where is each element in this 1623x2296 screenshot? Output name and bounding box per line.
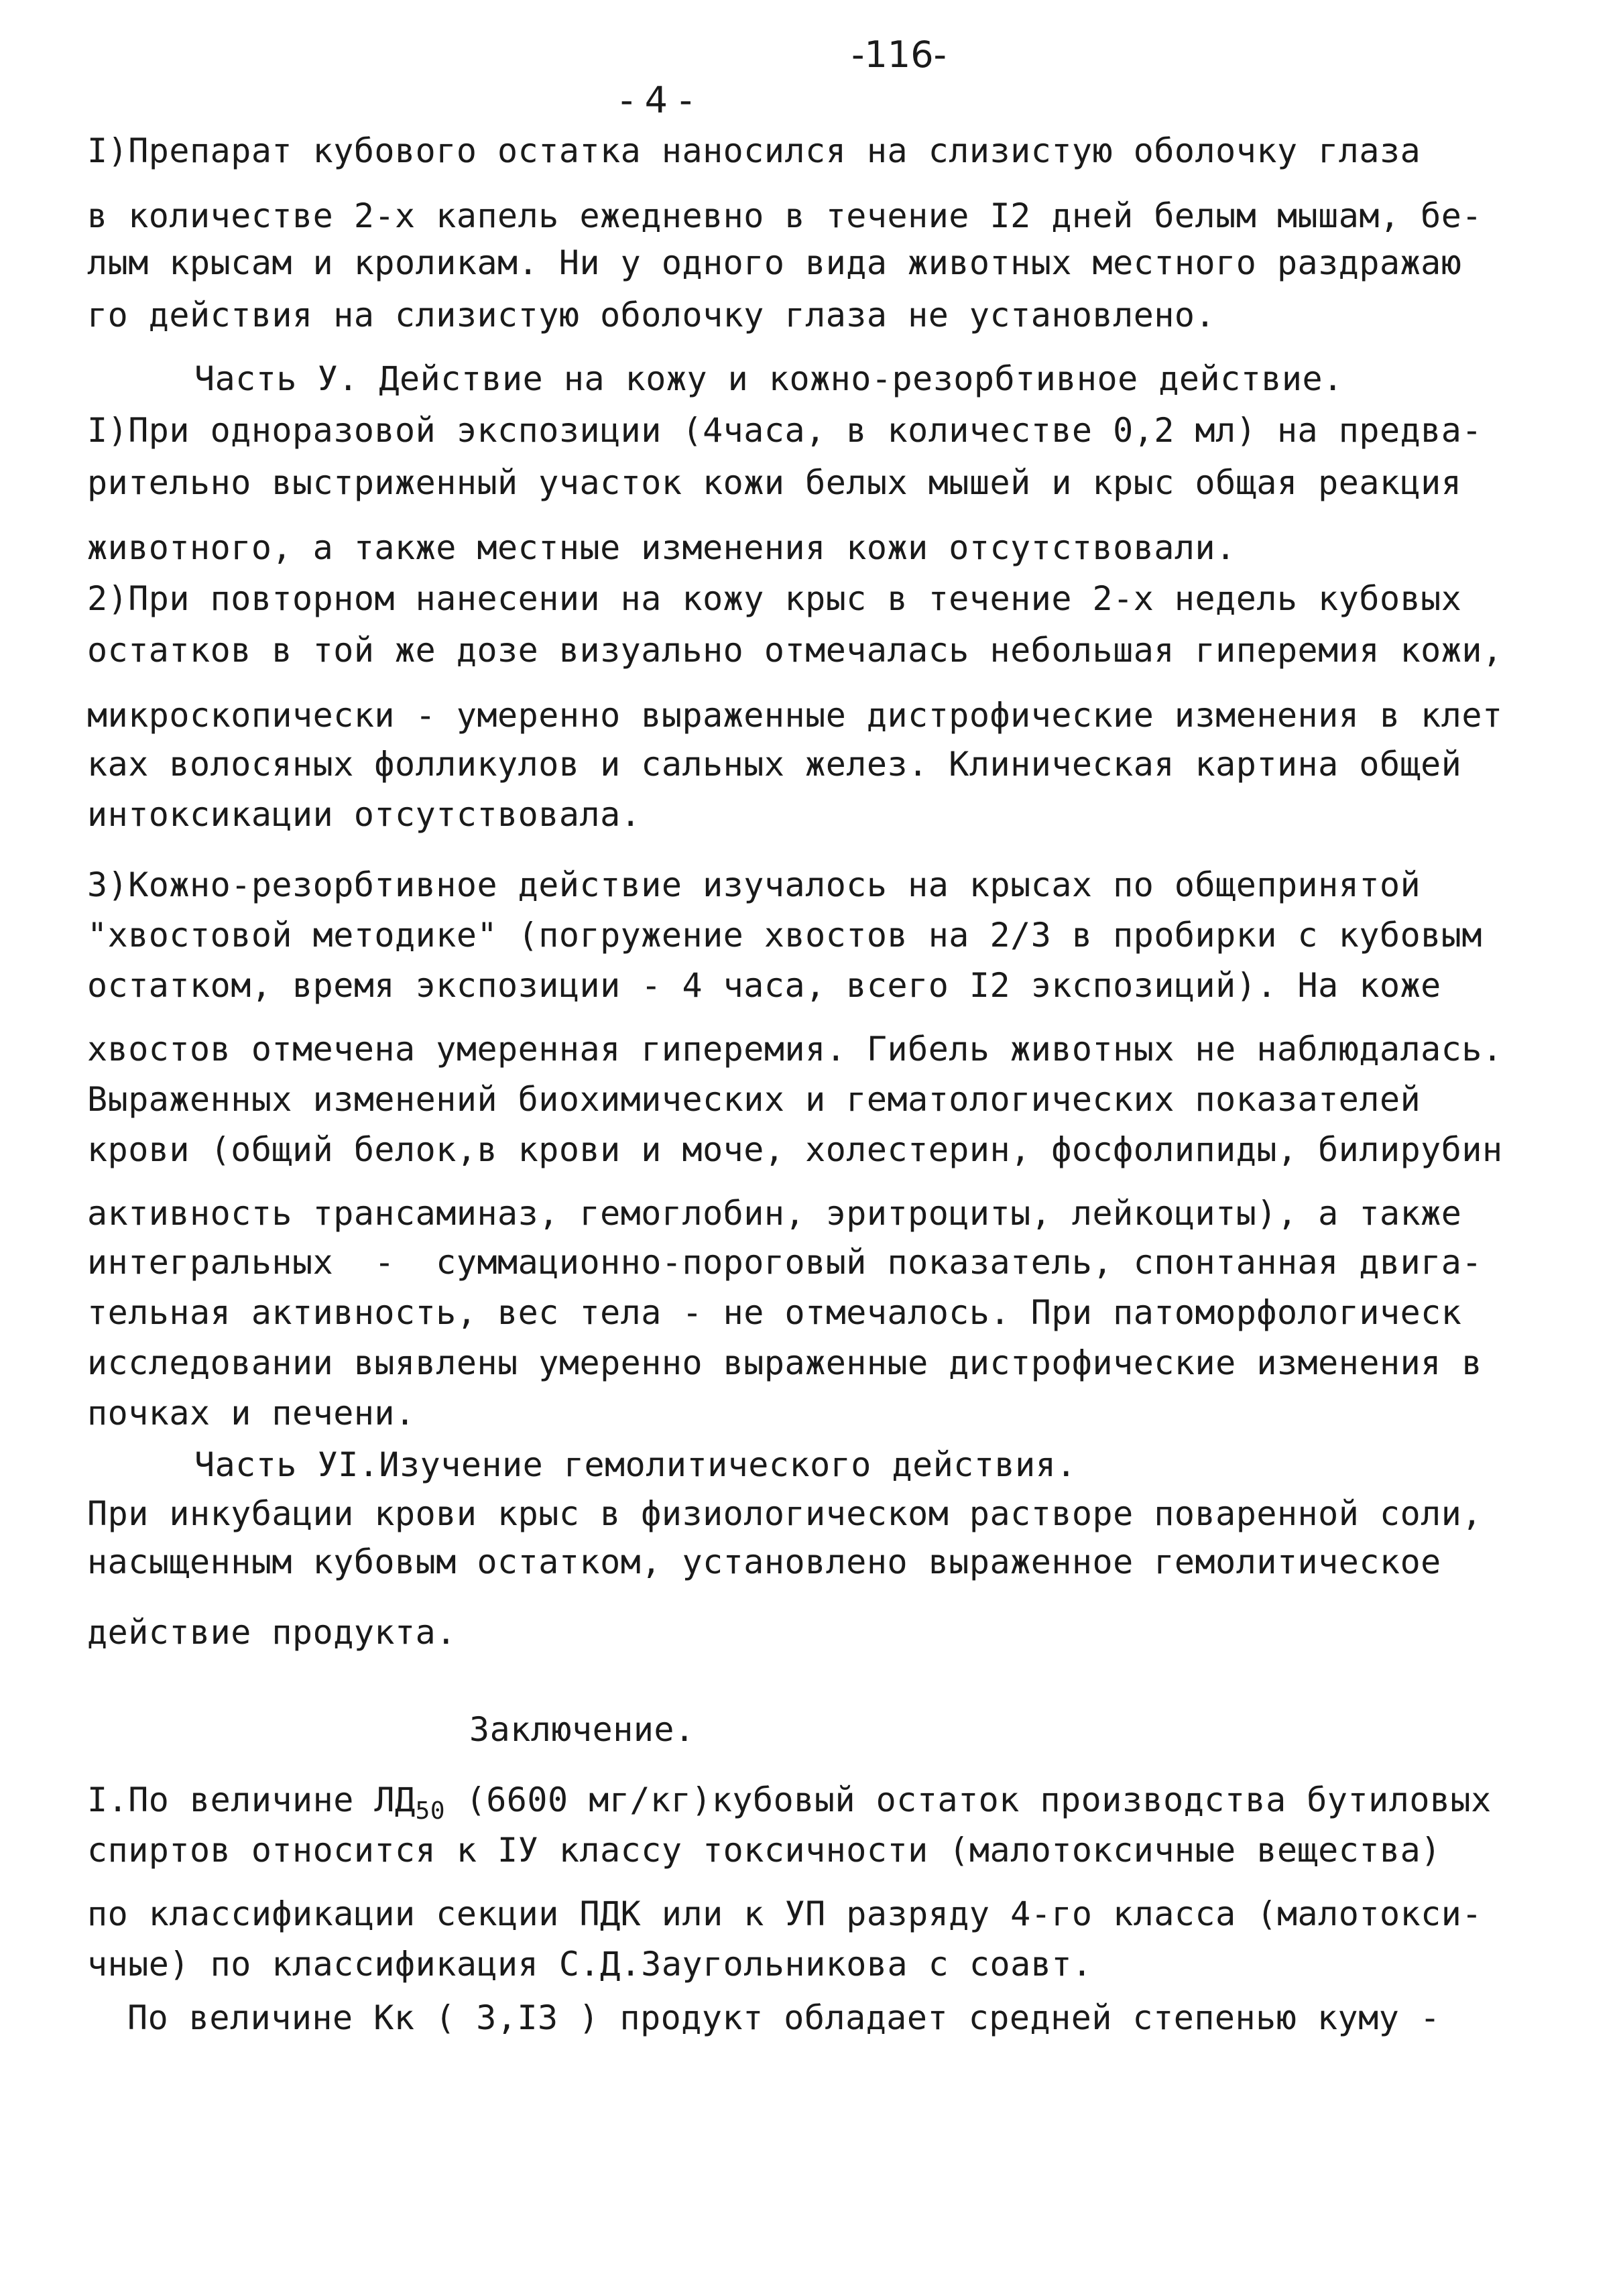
text-line: "хвостовой методике" (погружение хвостов на 2/3 в пробирки с кубовым xyxy=(87,916,1482,955)
text-line: тельная активность, вес тела - не отмечалось. При патоморфологическ xyxy=(87,1293,1462,1332)
page-number: - 4 - xyxy=(620,79,693,121)
conclusion-heading: Заключение. xyxy=(469,1710,695,1749)
text-line: в количестве 2-х капель ежедневно в течение I2 дней белым мышам, бе- xyxy=(87,196,1482,235)
text-line: По величине Кк ( 3,I3 ) продукт обладает средней степенью куму - xyxy=(127,1998,1441,2037)
text-line: го действия на слизистую оболочку глаза не установлено. xyxy=(87,296,1216,335)
text-line: 2)При повторном нанесении на кожу крыс в течение 2-х недель кубовых xyxy=(87,579,1462,618)
text-line: 3)Кожно-резорбтивное действие изучалось на крысах по общепринятой xyxy=(87,865,1421,904)
text-line: лым крысам и кроликам. Ни у одного вида животных местного раздражаю xyxy=(87,243,1462,282)
text-line: интегральных - суммационно-пороговый показатель, спонтанная двига- xyxy=(87,1243,1482,1282)
text-line: При инкубации крови крыс в физиологическом растворе поваренной соли, xyxy=(87,1494,1482,1533)
text-line: I)При одноразовой экспозиции (4часа, в количестве 0,2 мл) на предва- xyxy=(87,411,1482,450)
text-line: активность трансаминаз, гемоглобин, эритроциты, лейкоциты), а также xyxy=(87,1194,1462,1233)
text-line: крови (общий белок,в крови и моче, холестерин, фосфолипиды, билирубин xyxy=(87,1130,1503,1169)
ld50-prefix: I.По величине ЛД xyxy=(87,1780,416,1819)
ld50-subscript: 50 xyxy=(415,1797,445,1825)
text-line: хвостов отмечена умеренная гиперемия. Гибель животных не наблюдалась. xyxy=(87,1030,1503,1069)
text-line: Выраженных изменений биохимических и гематологических показателей xyxy=(87,1080,1421,1119)
text-line: I)Препарат кубового остатка наносился на слизистую оболочку глаза xyxy=(87,131,1421,170)
text-line: животного, а также местные изменения кожи отсутствовали. xyxy=(87,528,1236,567)
text-line: насыщенным кубовым остатком, установлено выраженное гемолитическое xyxy=(87,1543,1441,1581)
archive-page-number: -116- xyxy=(851,34,947,76)
text-line: исследовании выявлены умеренно выраженные дистрофические изменения в xyxy=(87,1343,1482,1382)
text-line: действие продукта. xyxy=(87,1613,457,1652)
text-line: спиртов относится к IУ классу токсичности (малотоксичные вещества) xyxy=(87,1831,1441,1870)
text-line: микроскопически - умеренно выраженные дистрофические изменения в клет xyxy=(87,696,1503,735)
text-line: ках волосяных фолликулов и сальных желез. Клиническая картина общей xyxy=(87,745,1462,784)
text-line-ld50 xyxy=(87,1780,1492,1831)
text-line: остатков в той же дозе визуально отмечалась небольшая гиперемия кожи, xyxy=(87,631,1503,670)
text-line: остатком, время экспозиции - 4 часа, всего I2 экспозиций). На коже xyxy=(87,966,1441,1005)
text-line: интоксикации отсутствовала. xyxy=(87,795,642,834)
section-heading: Часть УI.Изучение гемолитического действия. xyxy=(194,1445,1077,1484)
text-line: почках и печени. xyxy=(87,1394,416,1433)
text-line: по классификации секции ПДК или к УП разряду 4-го класса (малотокси- xyxy=(87,1894,1482,1933)
section-heading: Часть У. Действие на кожу и кожно-резорбтивное действие. xyxy=(194,359,1343,398)
text-line: рительно выстриженный участок кожи белых мышей и крыс общая реакция xyxy=(87,463,1462,502)
ld50-rest: (6600 мг/кг)кубовый остаток производства бутиловых xyxy=(445,1780,1492,1819)
text-line: чные) по классификация С.Д.Заугольникова с соавт. xyxy=(87,1945,1093,1984)
